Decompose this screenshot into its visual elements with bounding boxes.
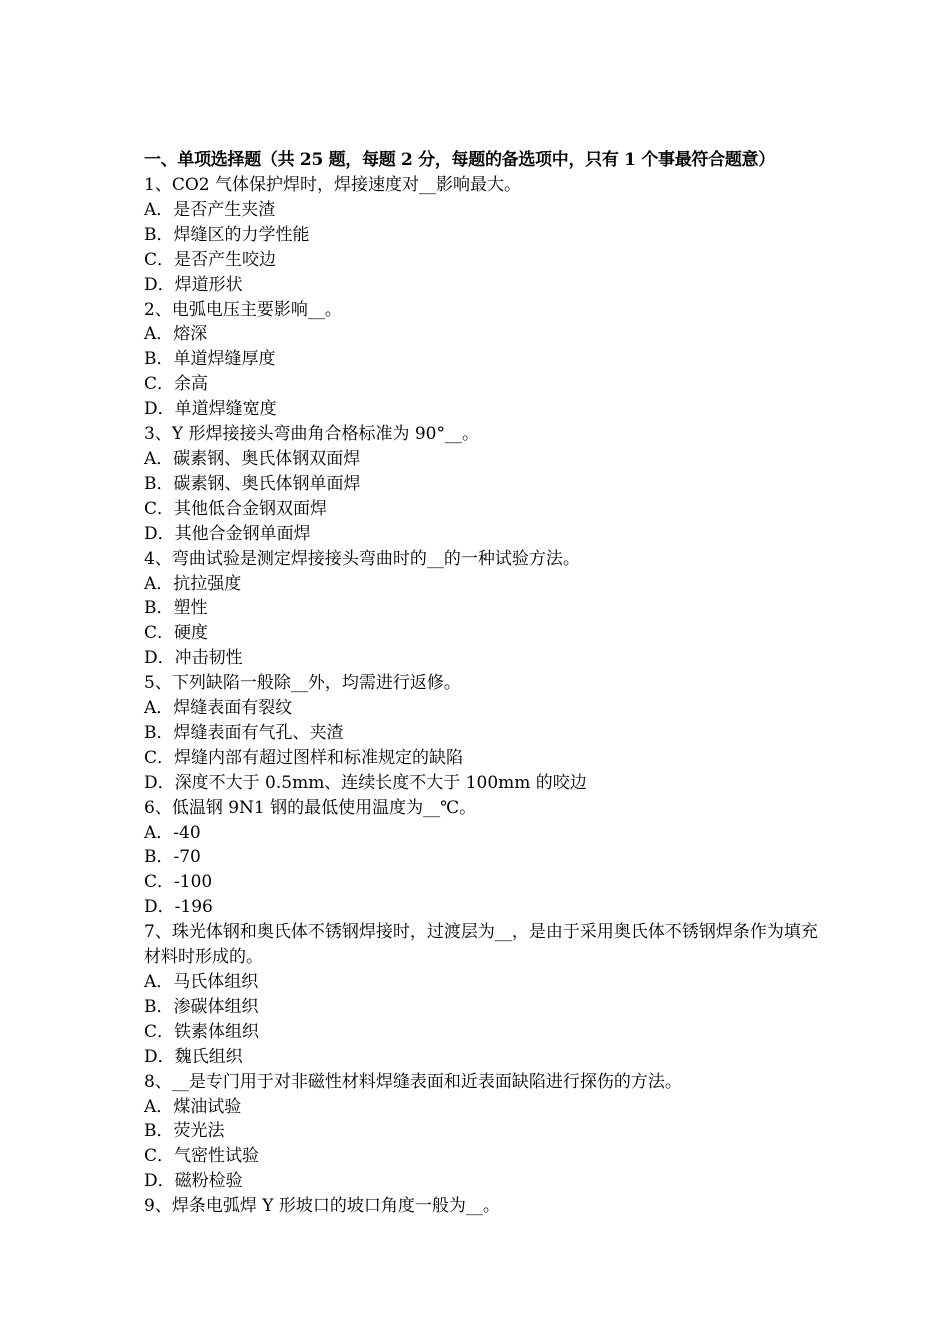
question-7 bbox=[144, 920, 824, 1069]
question-stem: 4、弯曲试验是测定焊接接头弯曲时的__的一种试验方法。 bbox=[144, 548, 580, 569]
question-5 bbox=[144, 671, 824, 796]
question-stem: 5、下列缺陷一般除__外，均需进行返修。 bbox=[144, 673, 461, 694]
option-b: B．荧光法 bbox=[144, 1121, 225, 1142]
option-c: C．其他低合金钢双面焊 bbox=[144, 498, 328, 519]
question-8 bbox=[144, 1070, 824, 1195]
option-d: D．-196 bbox=[144, 897, 213, 918]
option-a: A．熔深 bbox=[144, 324, 208, 345]
question-4 bbox=[144, 547, 824, 672]
option-b: B．渗碳体组织 bbox=[144, 996, 259, 1017]
question-stem: 8、__是专门用于对非磁性材料焊缝表面和近表面缺陷进行探伤的方法。 bbox=[144, 1071, 682, 1092]
option-a: A．焊缝表面有裂纹 bbox=[144, 698, 293, 719]
option-d: D．磁粉检验 bbox=[144, 1171, 243, 1192]
option-b: B．单道焊缝厚度 bbox=[144, 349, 276, 370]
option-d: D．单道焊缝宽度 bbox=[144, 399, 277, 420]
question-stem: 7、珠光体钢和奥氏体不锈钢焊接时，过渡层为__，是由于采用奥氏体不锈钢焊条作为填充材料时形成的。 bbox=[144, 922, 818, 968]
document-body bbox=[144, 148, 824, 1219]
option-c: C．焊缝内部有超过图样和标准规定的缺陷 bbox=[144, 747, 464, 768]
option-c: C．硬度 bbox=[144, 623, 209, 644]
option-a: A．-40 bbox=[144, 822, 201, 843]
option-b: B．碳素钢、奥氏体钢单面焊 bbox=[144, 473, 361, 494]
option-b: B．塑性 bbox=[144, 598, 208, 619]
option-d: D．焊道形状 bbox=[144, 274, 243, 295]
option-c: C．是否产生咬边 bbox=[144, 249, 277, 270]
option-c: C．气密性试验 bbox=[144, 1146, 260, 1167]
option-a: A．抗拉强度 bbox=[144, 573, 242, 594]
option-d: D．冲击韧性 bbox=[144, 648, 243, 669]
question-6 bbox=[144, 796, 824, 921]
question-2 bbox=[144, 298, 824, 423]
question-1 bbox=[144, 173, 824, 298]
question-stem: 1、CO2 气体保护焊时，焊接速度对__影响最大。 bbox=[144, 175, 521, 195]
option-d: D．魏氏组织 bbox=[144, 1046, 243, 1067]
option-b: B．-70 bbox=[144, 847, 201, 868]
option-c: C．-100 bbox=[144, 872, 213, 893]
option-c: C．铁素体组织 bbox=[144, 1021, 260, 1042]
option-d: D．深度不大于 0.5mm、连续长度不大于 100mm 的咬边 bbox=[144, 772, 587, 793]
question-stem: 6、低温钢 9N1 钢的最低使用温度为__℃。 bbox=[144, 797, 477, 818]
option-c: C．余高 bbox=[144, 374, 209, 395]
question-9 bbox=[144, 1194, 824, 1219]
section-heading: 一、单项选择题（共 25 题，每题 2 分，每题的备选项中，只有 1 个事最符合题意） bbox=[144, 150, 775, 170]
option-a: A．马氏体组织 bbox=[144, 972, 259, 992]
option-a: A．碳素钢、奥氏体钢双面焊 bbox=[144, 448, 361, 469]
question-3 bbox=[144, 422, 824, 547]
question-stem: 9、焊条电弧焊 Y 形坡口的坡口角度一般为__。 bbox=[144, 1196, 500, 1217]
question-stem: 3、Y 形焊接接头弯曲角合格标准为 90°__。 bbox=[144, 424, 479, 445]
option-b: B．焊缝区的力学性能 bbox=[144, 224, 310, 245]
option-a: A．是否产生夹渣 bbox=[144, 199, 276, 220]
option-b: B．焊缝表面有气孔、夹渣 bbox=[144, 722, 344, 743]
question-stem: 2、电弧电压主要影响__。 bbox=[144, 299, 342, 320]
option-a: A．煤油试验 bbox=[144, 1096, 242, 1117]
option-d: D．其他合金钢单面焊 bbox=[144, 523, 311, 544]
